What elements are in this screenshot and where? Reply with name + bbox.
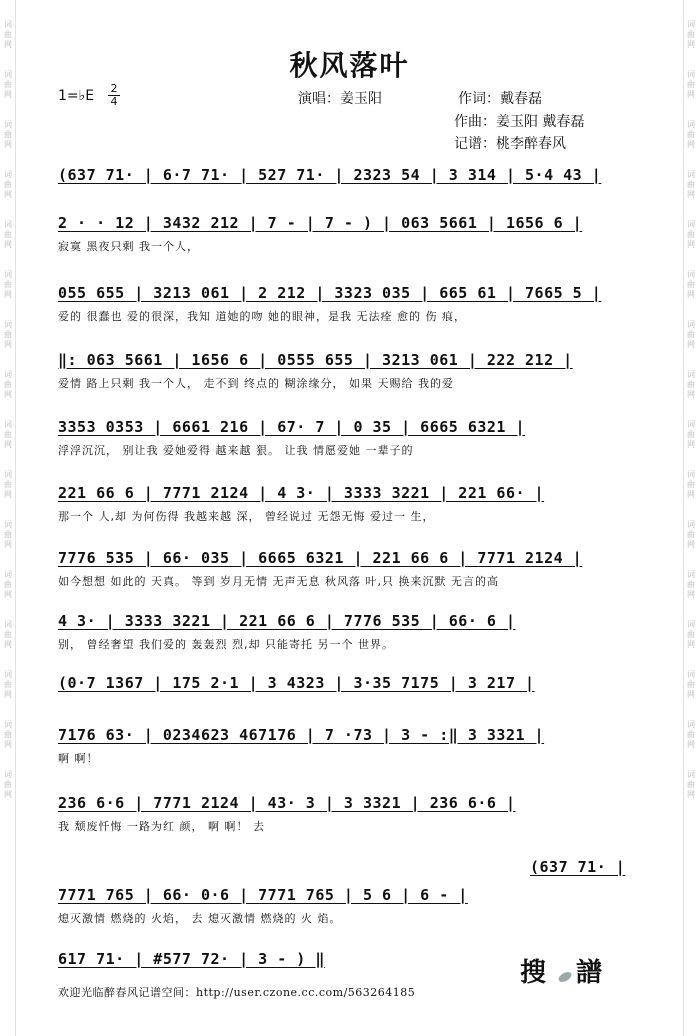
notation-line [58, 278, 643, 306]
notation-text: 7776 535 | 66· 035 | 6665 6321 | 221 66 6 | 7771 2124 | [58, 549, 583, 567]
watermark-right-12: 词曲网 [687, 570, 695, 599]
watermark-right-16: 词曲网 [687, 770, 695, 799]
notation-line [58, 160, 643, 188]
notation-text: (0·7 1367 | 175 2·1 | 3 4323 | 3·35 7175 | 3 217 | [58, 674, 535, 692]
watermark-right-13: 词曲网 [687, 620, 695, 649]
lyrics-line: 寂寞 黑夜只剩 我一个人， [58, 240, 199, 253]
notation-text: 617 71· | #577 72· | 3 - ) ‖ [58, 950, 325, 968]
watermark-right-7: 词曲网 [687, 320, 695, 349]
lyrics-line: 爱情 路上只剩 我一个人， 走不到 终点的 糊涂缘分， 如果 天赐给 我的爱 [58, 377, 454, 390]
notation-text: (637 71· | 6·7 71· | 527 71· | 2323 54 | 3 314 | 5·4 43 | [58, 166, 602, 184]
footer-url: 欢迎光临醉春风记谱空间：http://user.czone.cc.com/563264185 [58, 986, 416, 999]
lyrics-line: 我 颓废忏悔 一路为红 颜， 啊 啊！ 去 [58, 820, 265, 833]
watermark-right-2: 词曲网 [687, 70, 695, 99]
singer-credit: 演唱：姜玉阳 [298, 91, 382, 107]
composer-credit: 作曲：姜玉阳 戴春磊 [454, 114, 585, 130]
watermark-left-14: 词曲网 [4, 670, 12, 699]
watermark-left-15: 词曲网 [4, 720, 12, 749]
notation-line [58, 880, 643, 908]
lyrics-line: 浮浮沉沉， 别让我 爱她爱得 越来越 狠。 让我 情愿爱她 一辈子的 [58, 444, 414, 457]
notation-line [58, 412, 643, 440]
logo-left-char: 搜 [520, 958, 555, 988]
watermark-left-16: 词曲网 [4, 770, 12, 799]
lyricist-credit: 作词：戴春磊 [458, 91, 542, 107]
watermark-right-8: 词曲网 [687, 370, 695, 399]
watermark-left-11: 词曲网 [4, 520, 12, 549]
watermark-left-5: 词曲网 [4, 220, 12, 249]
watermark-left-6: 词曲网 [4, 270, 12, 299]
notation-line [58, 208, 643, 236]
notation-line [58, 606, 643, 634]
notation-text: 4 3· | 3333 3221 | 221 66 6 | 7776 535 | 66· 6 | [58, 612, 516, 630]
song-title: 秋风落叶 [289, 49, 410, 82]
lyrics-line: 啊 啊！ [58, 752, 99, 765]
notation-text: 3353 0353 | 6661 216 | 67· 7 | 0 35 | 6665 6321 | [58, 418, 526, 436]
watermark-right-3: 词曲网 [687, 120, 695, 149]
watermark-right-9: 词曲网 [687, 420, 695, 449]
watermark-right-1: 词曲网 [687, 20, 695, 49]
lyrics-line: 那一个 人,却 为何伤得 我越来越 深， 曾经说过 无怨无悔 爱过一 生， [58, 510, 435, 523]
watermark-right-10: 词曲网 [687, 470, 695, 499]
notation-text: (637 71· | [530, 858, 626, 876]
transcriber-credit: 记谱：桃李醉春风 [454, 136, 566, 152]
watermark-left-7: 词曲网 [4, 320, 12, 349]
notation-text: 221 66 6 | 7771 2124 | 4 3· | 3333 3221 | 221 66· | [58, 484, 545, 502]
notation-text: 7771 765 | 66· 0·6 | 7771 765 | 5 6 | 6 - | [58, 886, 468, 904]
leaf-icon [557, 970, 573, 984]
notation-text: 236 6·6 | 7771 2124 | 43· 3 | 3 3321 | 236 6·6 | [58, 794, 516, 812]
key-signature: 1=♭E [58, 88, 95, 104]
notation-line [58, 478, 643, 506]
notation-text: 2 · · 12 | 3432 212 | 7 - | 7 - ) | 063 5661 | 1656 6 | [58, 214, 583, 232]
watermark-left-13: 词曲网 [4, 620, 12, 649]
watermark-right-6: 词曲网 [687, 270, 695, 299]
left-watermark-column [1, 0, 16, 1036]
notation-line [58, 668, 643, 696]
notation-line [58, 788, 643, 816]
time-signature-top: 2 [110, 82, 118, 95]
lyrics-line: 别， 曾经奢望 我们爱的 轰轰烈 烈,却 只能寄托 另一个 世界。 [58, 638, 394, 651]
watermark-right-5: 词曲网 [687, 220, 695, 249]
logo-right-char: 譜 [576, 958, 611, 988]
notation-text: 055 655 | 3213 061 | 2 212 | 3323 035 | 665 61 | 7665 5 | [58, 284, 602, 302]
notation-text: ‖: 063 5661 | 1656 6 | 0555 655 | 3213 061 | 222 212 | [58, 351, 573, 369]
right-watermark-column [683, 0, 698, 1036]
watermark-right-11: 词曲网 [687, 520, 695, 549]
watermark-left-10: 词曲网 [4, 470, 12, 499]
souPu-logo [520, 952, 610, 989]
lyrics-line: 如今想想 如此的 天真。 等到 岁月无情 无声无息 秋风落 叶,只 换来沉默 无言的高 [58, 575, 499, 588]
watermark-left-9: 词曲网 [4, 420, 12, 449]
notation-line [530, 852, 640, 880]
watermark-left-1: 词曲网 [4, 20, 12, 49]
lyrics-line: 爱的 很蠢也 爱的很深，我知 道她的吻 她的眼神，是我 无法痊 愈的 伤 痕， [58, 310, 466, 323]
notation-line [58, 720, 643, 748]
watermark-left-12: 词曲网 [4, 570, 12, 599]
notation-line [58, 543, 643, 571]
watermark-left-8: 词曲网 [4, 370, 12, 399]
lyrics-line: 熄灭激情 燃烧的 火焰， 去 熄灭激情 燃烧的 火 焰。 [58, 912, 342, 925]
notation-line [58, 345, 643, 373]
watermark-left-4: 词曲网 [4, 170, 12, 199]
watermark-right-14: 词曲网 [687, 670, 695, 699]
watermark-right-15: 词曲网 [687, 720, 695, 749]
watermark-right-4: 词曲网 [687, 170, 695, 199]
watermark-left-3: 词曲网 [4, 120, 12, 149]
notation-text: 7176 63· | 0234623 467176 | 7 ·73 | 3 - :‖ 3 3321 | [58, 726, 545, 744]
time-signature [108, 84, 120, 107]
watermark-left-2: 词曲网 [4, 70, 12, 99]
time-signature-bottom: 4 [110, 95, 118, 108]
